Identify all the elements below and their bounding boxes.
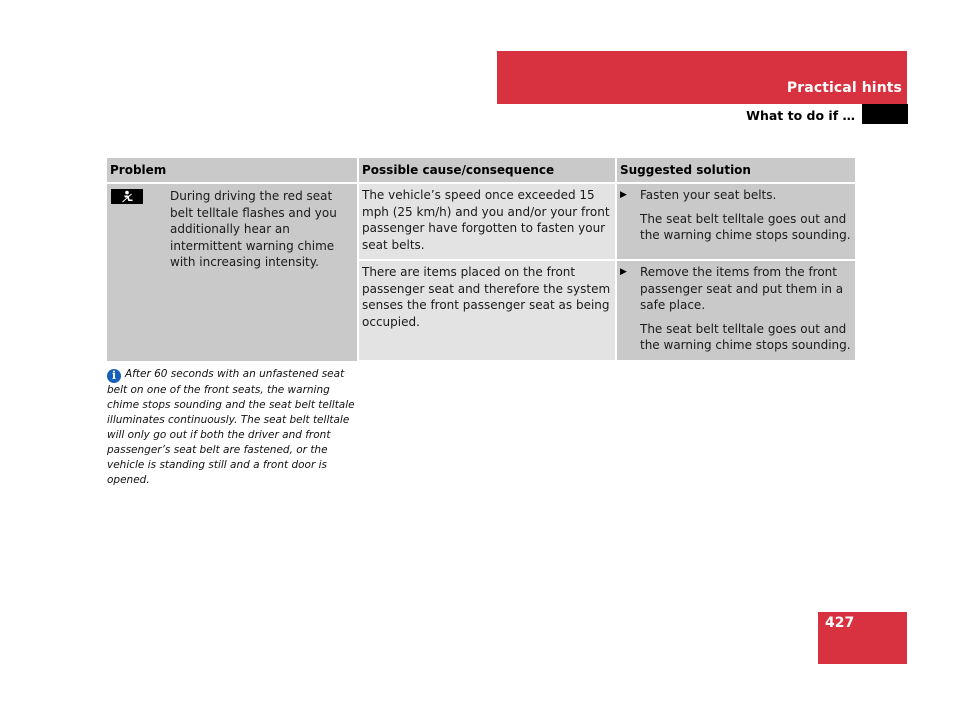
problem-description: During driving the red seat belt telltale flashes and you additionally hear an intermittent warning chime with increasing intensity. (170, 189, 337, 269)
solution-note: The seat belt telltale goes out and the warning chime stops sounding. (640, 321, 851, 352)
problem-cell (107, 183, 358, 361)
seat-belt-telltale-icon (111, 189, 143, 204)
column-header-problem: Problem (107, 158, 358, 183)
subsection-title: What to do if … (746, 108, 855, 123)
arrow-bullet-icon: ▶ (620, 190, 627, 200)
solution-note: The seat belt telltale goes out and the warning chime stops sounding. (640, 211, 851, 242)
cause-text: The vehicle’s speed once exceeded 15 mph (25 km/h) and you and/or your front passenger have forgotten to fasten your seat belts. (362, 188, 610, 252)
troubleshooting-table (107, 158, 855, 362)
column-header-cause: Possible cause/consequence (358, 158, 616, 183)
page-number: 427 (825, 615, 855, 631)
section-tab-marker (862, 104, 908, 124)
solution-step (620, 264, 852, 314)
info-note-text: After 60 seconds with an unfastened seat belt on one of the front seats, the warning chime stops sounding and the seat belt telltale illuminates continuously. The seat belt telltale will only go out if both the driver and front passenger’s seat belt are fastened, or the vehicle is standing still and a front door is opened. (107, 368, 355, 486)
section-title: Practical hints (786, 80, 902, 96)
solution-step-text: Fasten your seat belts. (640, 188, 777, 202)
table-row (107, 183, 855, 260)
solution-cell (616, 260, 855, 361)
solution-step-text: Remove the items from the front passenger seat and put them in a safe place. (640, 265, 844, 312)
header-bar (497, 51, 907, 104)
solution-cell (616, 183, 855, 260)
cause-text: There are items placed on the front passenger seat and therefore the system senses the front passenger seat as being occupied. (362, 265, 611, 329)
arrow-bullet-icon: ▶ (620, 267, 627, 277)
cause-cell (358, 260, 616, 361)
info-note (107, 367, 355, 488)
table-header-row (107, 158, 855, 183)
column-header-solution: Suggested solution (616, 158, 855, 183)
cause-cell (358, 183, 616, 260)
solution-step (620, 187, 852, 204)
info-icon: i (107, 369, 121, 383)
